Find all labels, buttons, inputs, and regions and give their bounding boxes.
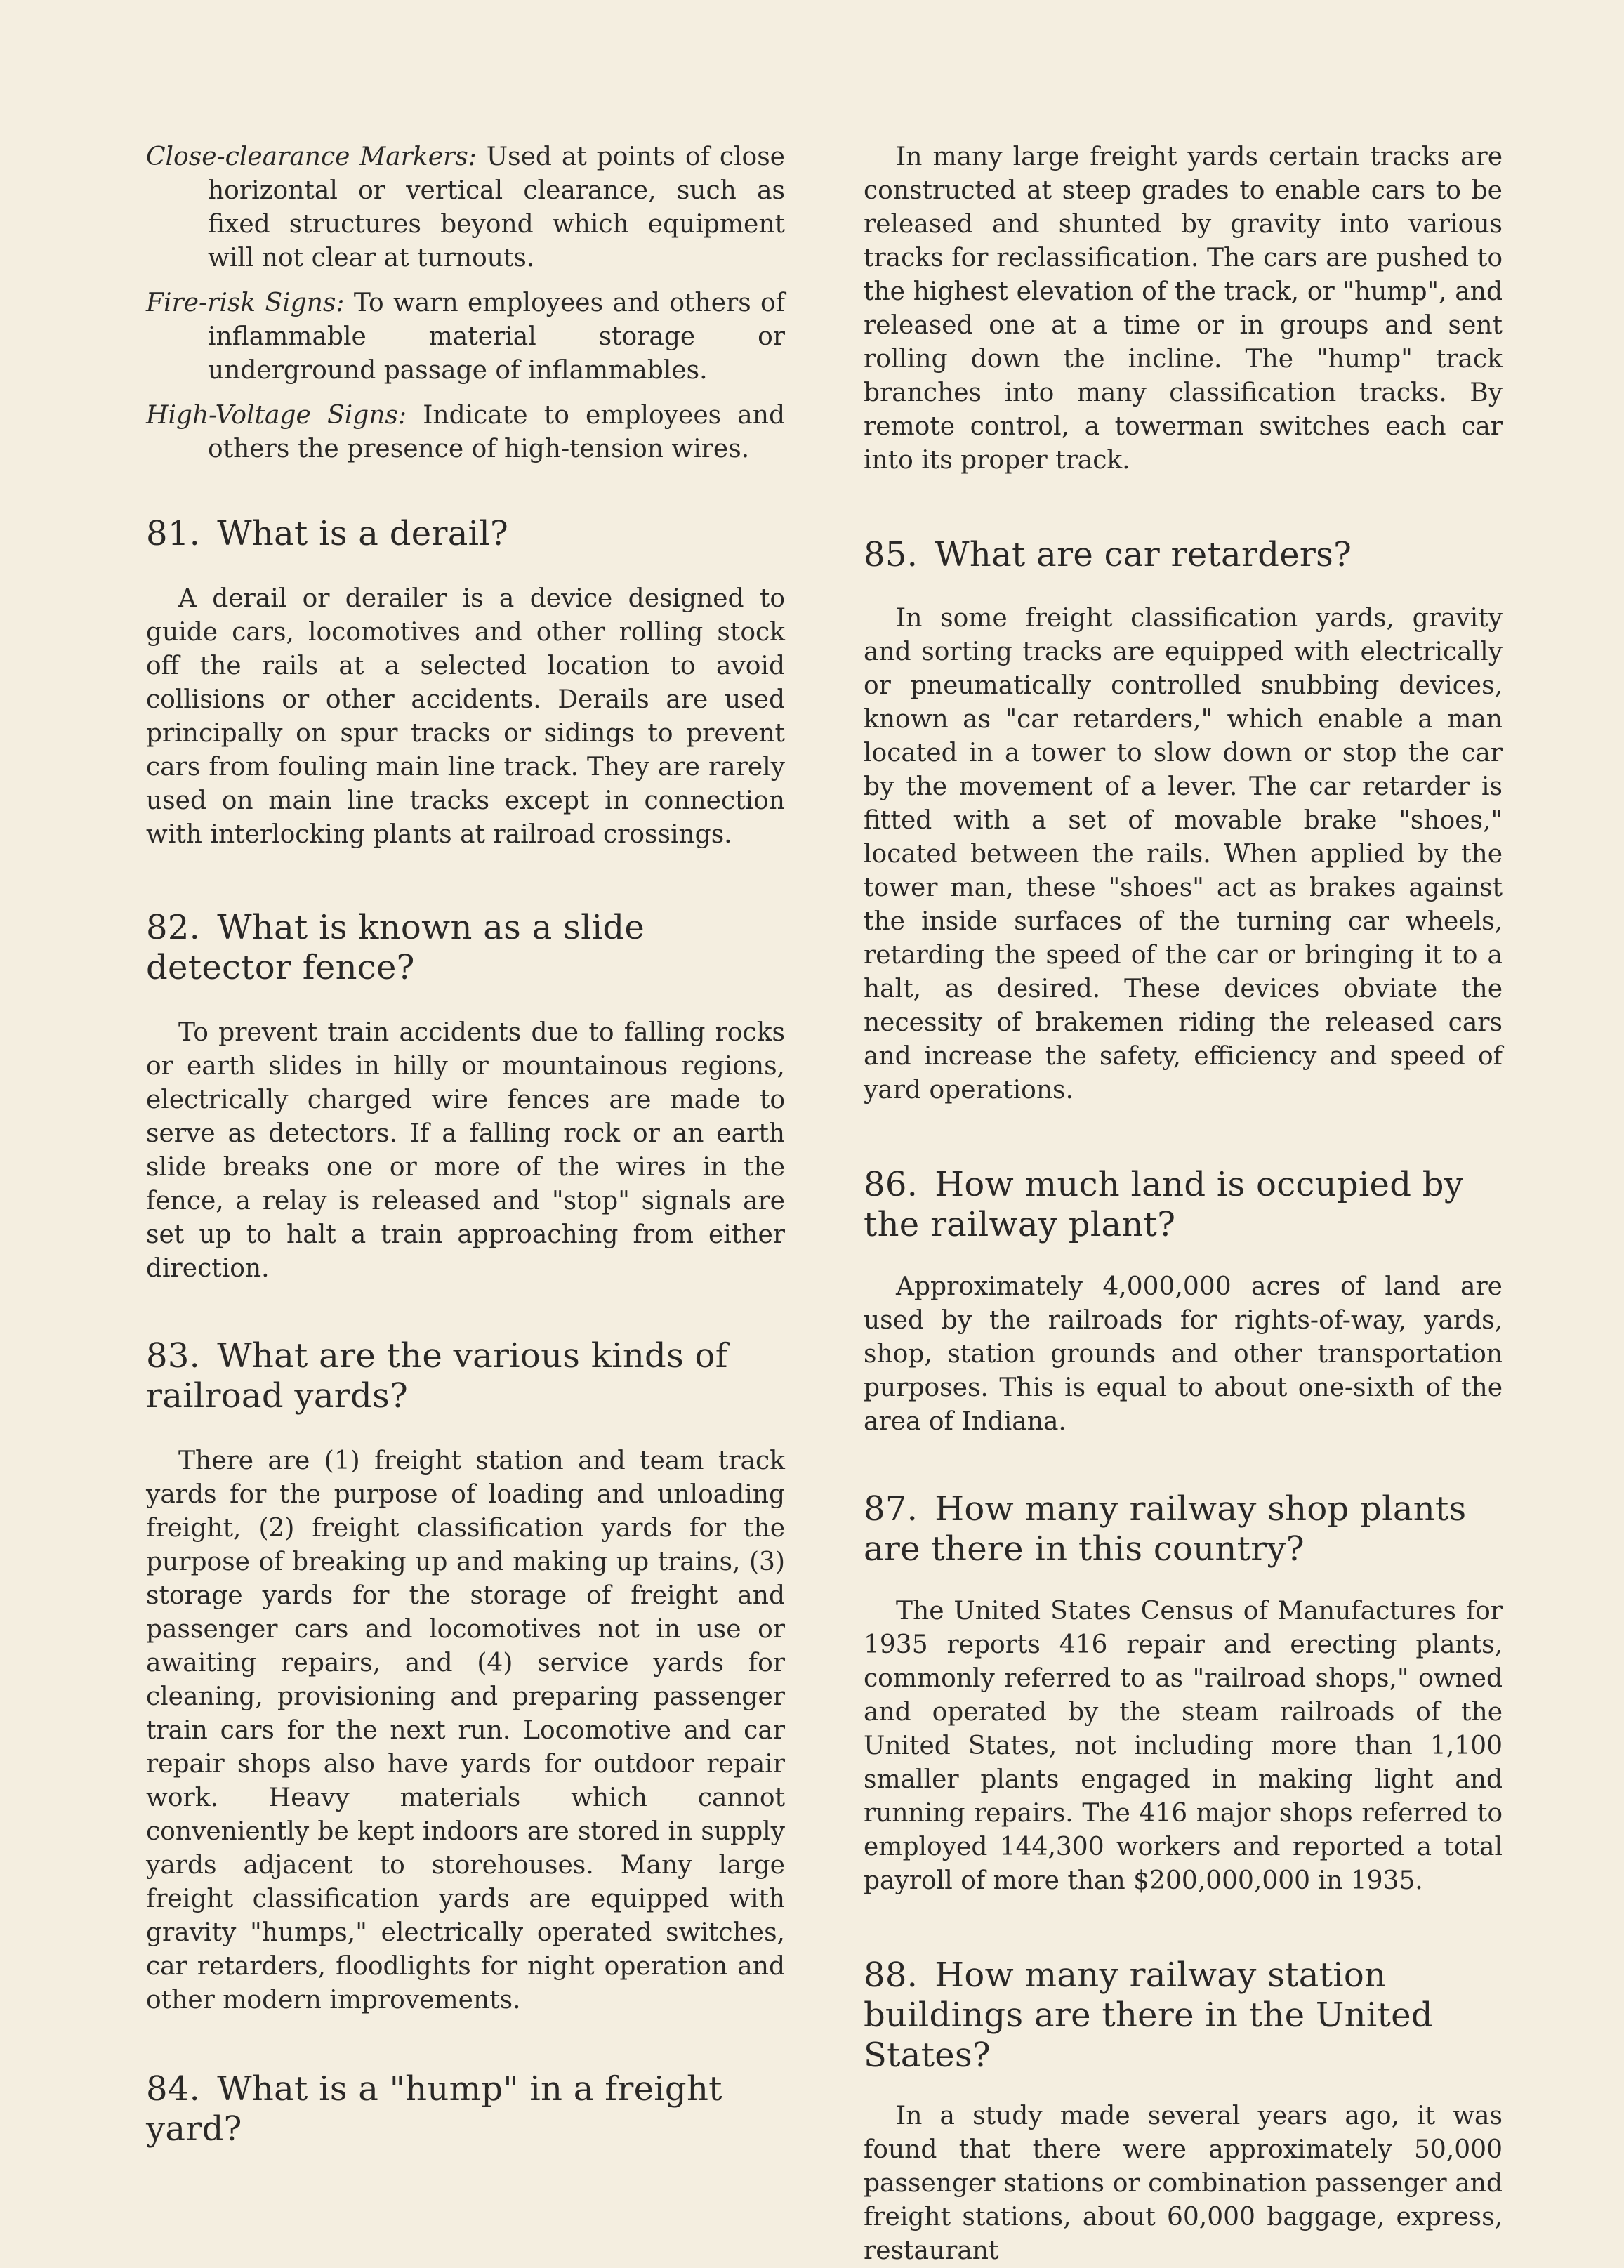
- question-84-heading: [146, 2069, 785, 2149]
- sign-definitions: [146, 140, 785, 466]
- answer-86: Approximately 4,000,000 acres of land are used by the railroads for rights-of-way, yards, shop, station grounds and other transportation purposes. This is equal to about one-sixth of the area of Indiana.: [864, 1272, 1503, 1436]
- question-text: What is known as a slide detector fence?: [146, 908, 645, 987]
- question-82-heading: [146, 908, 785, 988]
- question-text: How much land is occupied by the railway plant?: [864, 1165, 1464, 1244]
- right-column: [864, 140, 1503, 2268]
- definition-text: Indicate to employees and others the presence of high-tension wires.: [208, 401, 785, 463]
- question-text: What are car retarders?: [935, 535, 1352, 574]
- definition-fire-risk-signs: [146, 286, 785, 388]
- question-text: What is a derail?: [217, 514, 509, 553]
- answer-81: A derail or derailer is a device designed to guide cars, locomotives and other rolling stock off the rails at a selected location to avoid collisions or other accidents. Derails are used principally on spur tracks or sidings to prevent cars from fouling main line track. They are rarely used on main line tracks except in connection with interlocking plants at railroad crossings.: [146, 584, 785, 849]
- question-text: How many railway station buildings are there in the United States?: [864, 1956, 1433, 2075]
- answer-82: To prevent train accidents due to falling rocks or earth slides in hilly or mountainous regions, electrically charged wire fences are made to serve as detectors. If a falling rock or an earth slide breaks one or more of the wires in the fence, a relay is released and "stop" signals are set up to halt a train approaching from either direction.: [146, 1018, 785, 1283]
- definition-text: To warn employees and others of inflammable material storage or underground passage of inflammables.: [208, 289, 785, 385]
- question-number: 82.: [146, 908, 201, 947]
- question-text: How many railway shop plants are there in this country?: [864, 1489, 1467, 1569]
- definition-high-voltage-signs: [146, 399, 785, 466]
- question-87-heading: [864, 1489, 1503, 1569]
- question-text: What are the various kinds of railroad yards?: [146, 1336, 728, 1416]
- question-number: 87.: [864, 1489, 918, 1529]
- answer-87: The United States Census of Manufactures for 1935 reports 416 repair and erecting plants, commonly referred to as "railroad shops," owned and operated by the steam railroads of the United States, not including more than 1,100 smaller plants engaged in making light and running repairs. The 416 major shops referred to employed 144,300 workers and reported a total payroll of more than $200,000,000 in 1935.: [864, 1597, 1503, 1895]
- answer-85: In some freight classification yards, gravity and sorting tracks are equipped with electrically or pneumatically controlled snubbing devices, known as "car retarders," which enable a man located in a tower to slow down or stop the car by the movement of a lever. The car retarder is fitted with a set of movable brake "shoes," located between the rails. When applied by the tower man, these "shoes" act as brakes against the inside surfaces of the turning car wheels, retarding the speed of the car or bringing it to a halt, as desired. These devices obviate the necessity of brakemen riding the released cars and increase the safety, efficiency and speed of yard operations.: [864, 604, 1503, 1105]
- definition-close-clearance-markers: [146, 140, 785, 275]
- question-83-heading: [146, 1336, 785, 1416]
- question-number: 84.: [146, 2069, 201, 2109]
- definition-term: High-Voltage Signs:: [146, 401, 407, 430]
- question-text: What is a "hump" in a freight yard?: [146, 2069, 722, 2149]
- question-86-heading: [864, 1165, 1503, 1245]
- question-number: 86.: [864, 1165, 918, 1204]
- answer-83: There are (1) freight station and team track yards for the purpose of loading and unloading freight, (2) freight classification yards for the purpose of breaking up and making up trains, (3) storage yards for the storage of freight and passenger cars and locomotives not in use or awaiting repairs, and (4) service yards for cleaning, provisioning and preparing passenger train cars for the next run. Locomotive and car repair shops also have yards for outdoor repair work. Heavy materials which cannot conveniently be kept indoors are stored in supply yards adjacent to storehouses. Many large freight classification yards are equipped with gravity "humps," electrically operated switches, car retarders, floodlights for night operation and other modern improvements.: [146, 1446, 785, 2015]
- question-88-heading: [864, 1956, 1503, 2076]
- question-number: 88.: [864, 1956, 918, 1995]
- question-number: 83.: [146, 1336, 201, 1376]
- left-column: [146, 140, 785, 2149]
- answer-88: In a study made several years ago, it was found that there were approximately 50,000 passenger stations or combination passenger and freight stations, about 60,000 baggage, express, restaurant: [864, 2102, 1503, 2265]
- definition-text: Used at points of close horizontal or vertical clearance, such as fixed structures beyond which equipment will not clear at turnouts.: [208, 143, 785, 272]
- answer-84: In many large freight yards certain tracks are constructed at steep grades to enable cars to be released and shunted by gravity into various tracks for reclassification. The cars are pushed to the highest elevation of the track, or "hump", and released one at a time or in groups and sent rolling down the incline. The "hump" track branches into many classification tracks. By remote control, a towerman switches each car into its proper track.: [864, 143, 1503, 475]
- definition-term: Close-clearance Markers:: [146, 143, 477, 171]
- question-85-heading: [864, 535, 1503, 575]
- question-number: 81.: [146, 514, 201, 553]
- question-number: 85.: [864, 535, 918, 574]
- question-81-heading: [146, 514, 785, 554]
- definition-term: Fire-risk Signs:: [146, 289, 345, 317]
